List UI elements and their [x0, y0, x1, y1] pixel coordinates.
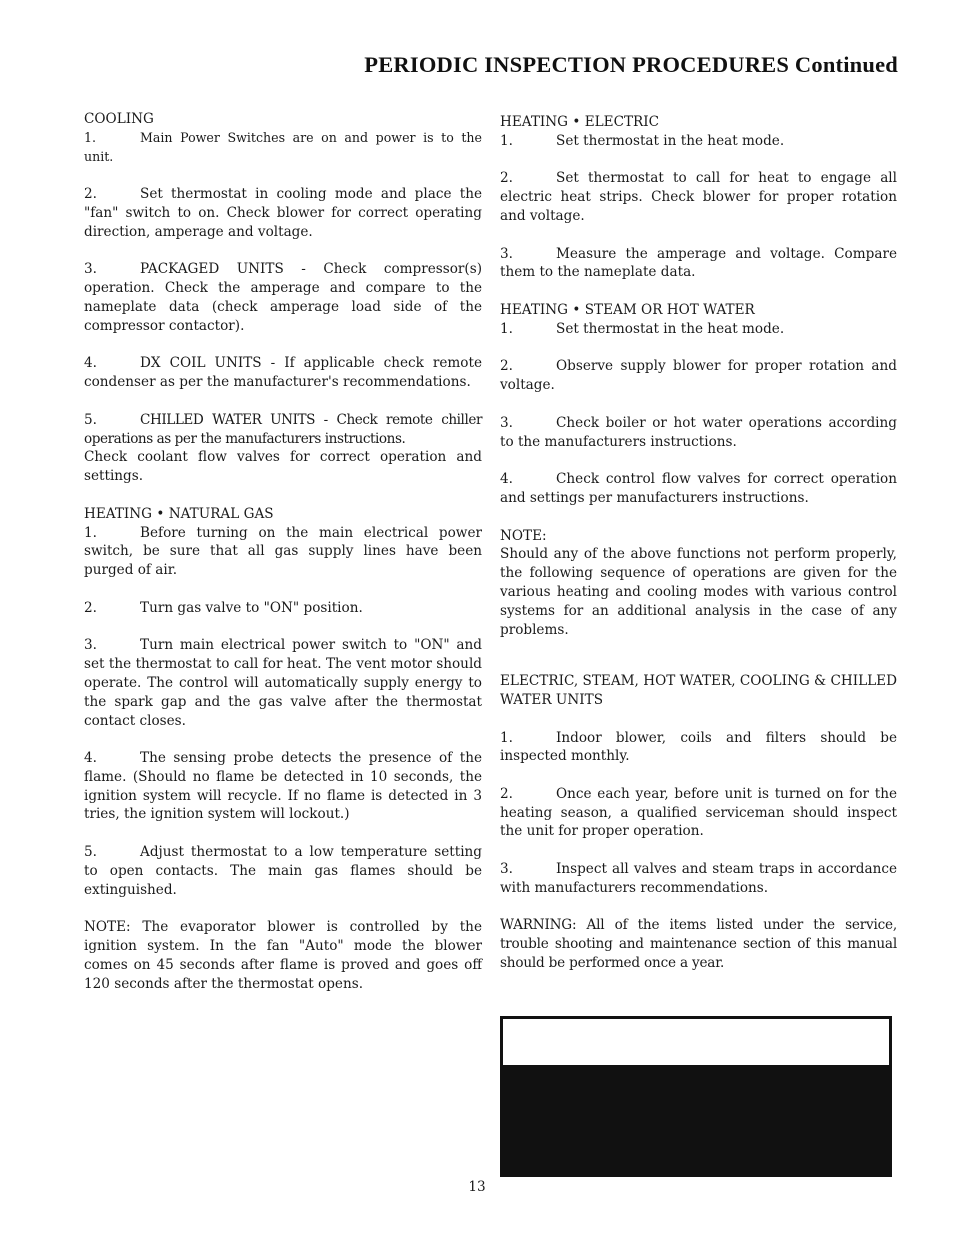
units-item-3-text: Inspect all valves and steam traps in accordance with manufacturers recommendations.: [500, 861, 897, 896]
units-item-2-text: Once each year, before unit is turned on for the heating season, a qualified serviceman should inspect the unit for proper operation.: [500, 785, 897, 840]
cooling-item-1-num: 1.: [84, 129, 97, 145]
gas-item-5-num: 5.: [84, 844, 97, 861]
steam-item-4-text: Check control flow valves for correct operation and settings per manufacturers instructions.: [500, 471, 897, 506]
electric-item-3-text: Measure the amperage and voltage. Compare them to the nameplate data.: [500, 245, 897, 281]
steam-item-1: [500, 320, 897, 339]
electric-item-2: [500, 169, 897, 225]
black-box-header: [503, 1019, 889, 1065]
gas-note: NOTE: The evaporator blower is controlled by the ignition system. In the fan "Auto" mode the blower comes on 45 seconds after flame is proved and goes off 120 seconds after the thermostat opens.: [84, 919, 482, 992]
units-item-1-num: 1.: [500, 729, 513, 746]
cooling-item-1-text: Main Power Switches are on and power is to the unit.: [84, 129, 482, 164]
cooling-item-4: [84, 354, 482, 392]
units-item-1: [500, 729, 897, 767]
steam-item-2-num: 2.: [500, 358, 513, 375]
steam-item-4-num: 4.: [500, 471, 513, 488]
gas-item-3-text: Turn main electrical power switch to "ON" and set the thermostat to call for heat. The vent motor should operate. The control will automatically supply energy to the spark gap and the gas valve after the thermostat contact closes.: [84, 637, 482, 729]
cooling-item-3-num: 3.: [84, 261, 97, 278]
cooling-item-3-text: PACKAGED UNITS - Check compressor(s) operation. Check the amperage and compare to the nameplate data (check amperage load side of the compressor contactor).: [84, 261, 482, 334]
units-item-3-num: 3.: [500, 861, 513, 878]
cooling-heading: COOLING: [84, 111, 154, 127]
steam-item-3-text: Check boiler or hot water operations according to the manufacturers instructions.: [500, 414, 897, 450]
page-number: 13: [468, 1179, 486, 1195]
cooling-item-4-num: 4.: [84, 355, 97, 372]
gas-heading: HEATING • NATURAL GAS: [84, 505, 274, 522]
gas-item-3-num: 3.: [84, 637, 97, 654]
steam-item-3: [500, 414, 897, 452]
gas-item-2-num: 2.: [84, 599, 97, 616]
gas-item-1-text: Before turning on the main electrical power switch, be sure that all gas supply lines have been purged of air.: [84, 524, 482, 579]
cooling-item-2-text: Set thermostat in cooling mode and place the "fan" switch to on. Check blower for correct operating direction, amperage and voltage.: [84, 186, 482, 240]
units-item-2: [500, 785, 897, 841]
cooling-item-2: [84, 185, 482, 241]
electric-item-1: [500, 132, 897, 151]
electric-item-1-text: Set thermostat in the heat mode.: [556, 132, 785, 149]
cooling-item-5: [84, 411, 482, 449]
cooling-item-2-num: 2.: [84, 186, 97, 203]
gas-item-4: [84, 749, 482, 824]
warning-text: WARNING: All of the items listed under the service, trouble shooting and maintenance section of this manual should be performed once a year.: [500, 917, 897, 972]
steam-item-3-num: 3.: [500, 414, 513, 431]
units-item-3: [500, 860, 897, 898]
steam-item-2-text: Observe supply blower for proper rotation and voltage.: [500, 358, 897, 394]
cooling-extra: Check coolant flow valves for correct operation and settings.: [84, 449, 482, 485]
cooling-item-4-text: DX COIL UNITS - If applicable check remote condenser as per the manufacturer's recommendations.: [84, 355, 482, 391]
gas-item-1: [84, 524, 482, 580]
note-label: NOTE:: [500, 527, 547, 544]
gas-item-1-num: 1.: [84, 524, 97, 541]
right-column: [500, 110, 897, 973]
electric-item-2-num: 2.: [500, 170, 513, 187]
electric-item-1-num: 1.: [500, 132, 513, 149]
steam-item-4: [500, 470, 897, 508]
units-heading: ELECTRIC, STEAM, HOT WATER, COOLING & CHILLED WATER UNITS: [500, 673, 897, 708]
note-text: Should any of the above functions not perform properly, the following sequence of operations are given for the various heating and cooling modes with various control systems for an additional analysis in the case of any problems.: [500, 546, 897, 638]
electric-item-3: [500, 245, 897, 283]
steam-heading: HEATING • STEAM OR HOT WATER: [500, 301, 755, 318]
gas-item-4-text: The sensing probe detects the presence of the flame. (Should no flame be detected in 10 seconds, the ignition system will recycle. If no flame is detected in 3 tries, the ignition system will lockout.): [84, 750, 482, 823]
units-item-2-num: 2.: [500, 785, 513, 802]
electric-item-2-text: Set thermostat to call for heat to engage all electric heat strips. Check blower for proper rotation and voltage.: [500, 170, 897, 224]
cooling-item-1: [84, 129, 482, 167]
gas-item-4-num: 4.: [84, 750, 97, 767]
gas-item-2-text: Turn gas valve to "ON" position.: [140, 599, 363, 616]
gas-item-5: [84, 843, 482, 899]
electric-item-3-num: 3.: [500, 245, 513, 262]
page-title: PERIODIC INSPECTION PROCEDURES Continued: [364, 52, 898, 77]
gas-item-3: [84, 636, 482, 730]
cooling-item-5-text: CHILLED WATER UNITS - Check remote chiller operations as per the manufacturers instructions.: [84, 411, 482, 447]
steam-item-1-text: Set thermostat in the heat mode.: [556, 320, 785, 337]
steam-item-1-num: 1.: [500, 320, 513, 337]
left-column: [84, 110, 482, 993]
electric-heading: HEATING • ELECTRIC: [500, 114, 660, 130]
gas-item-5-text: Adjust thermostat to a low temperature setting to open contacts. The main gas flames should be extinguished.: [84, 844, 482, 898]
units-item-1-text: Indoor blower, coils and filters should be inspected monthly.: [500, 729, 897, 765]
steam-item-2: [500, 357, 897, 395]
gas-item-2: [84, 599, 482, 618]
cooling-item-5-num: 5.: [84, 411, 97, 428]
cooling-item-3: [84, 260, 482, 335]
black-box: [500, 1016, 892, 1177]
